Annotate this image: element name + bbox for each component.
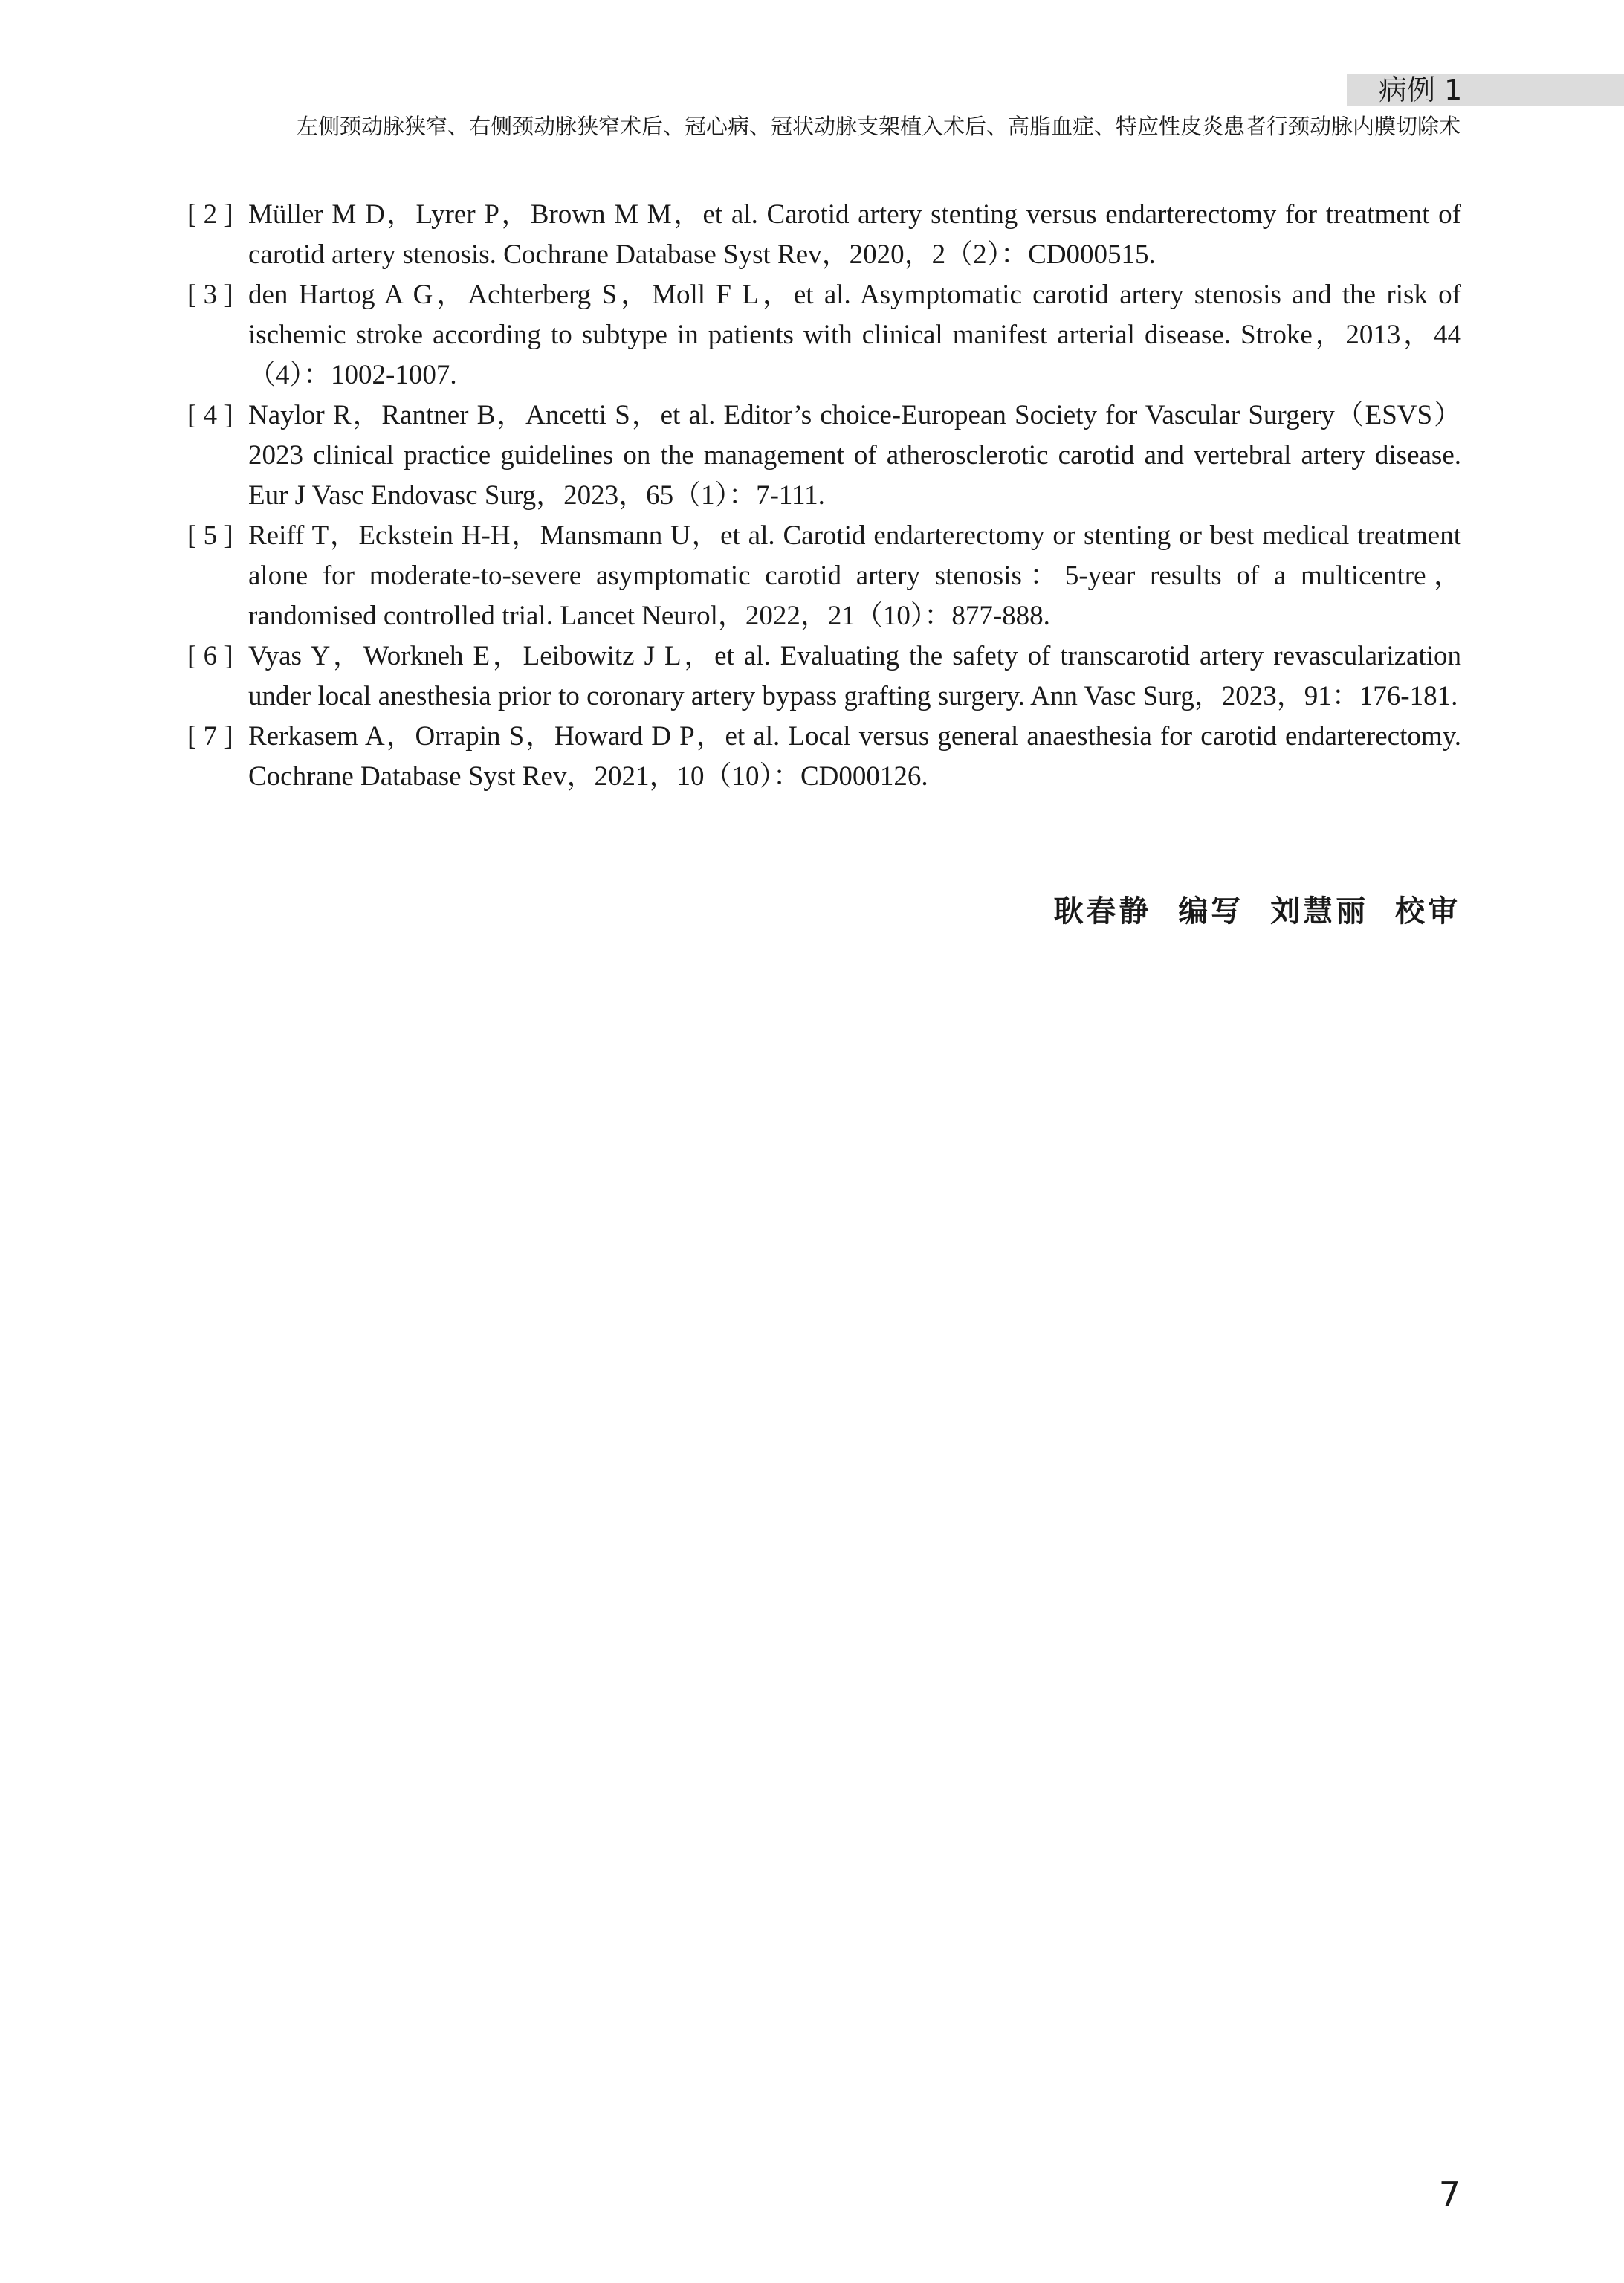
reference-item — [187, 275, 1461, 395]
reference-item — [187, 516, 1461, 636]
case-label: 病例 1 — [1379, 74, 1463, 106]
reference-item — [187, 636, 1461, 717]
reference-text: Reiff T，Eckstein H-H，Mansmann U，et al. Carotid endarterectomy or stenting or best medical treatment alone for moderate-to-severe asymptomatic carotid artery stenosis：5-year results of a multicentre，randomised controlled trial. Lancet Neurol，2022，21（10）：877-888. — [248, 520, 1461, 631]
reference-item — [187, 395, 1461, 516]
reference-number: [ 4 ] — [187, 400, 233, 430]
reference-text: Müller M D，Lyrer P，Brown M M，et al. Carotid artery stenting versus endarterectomy for treatment of carotid artery stenosis. Cochrane Database Syst Rev，2020，2（2）：CD000515. — [248, 199, 1461, 270]
reference-text: Vyas Y，Workneh E，Leibowitz J L，et al. Evaluating the safety of transcarotid artery revascularization under local anesthesia prior to coronary artery bypass grafting surgery. Ann Vasc Surg，2023，91：176-181. — [248, 641, 1461, 711]
reference-item — [187, 717, 1461, 797]
author-credits: 耿春静 编写 刘慧丽 校审 — [1053, 894, 1460, 929]
running-header-title: 左侧颈动脉狭窄、右侧颈动脉狭窄术后、冠心病、冠状动脉支架植入术后、高脂血症、特应性皮炎患者行颈动脉内膜切除术 — [296, 114, 1460, 139]
reference-number: [ 6 ] — [187, 641, 233, 671]
page-number: 7 — [1438, 2174, 1460, 2215]
reference-item — [187, 195, 1461, 275]
reference-number: [ 3 ] — [187, 280, 233, 310]
reference-text: Naylor R，Rantner B，Ancetti S，et al. Editor’s choice-European Society for Vascular Surgery（ESVS）2023 clinical practice guidelines on the management of atherosclerotic carotid and vertebral artery disease. Eur J Vasc Endovasc Surg，2023，65（1）：7-111. — [248, 400, 1461, 511]
reference-text: Rerkasem A，Orrapin S，Howard D P，et al. Local versus general anaesthesia for carotid endarterectomy. Cochrane Database Syst Rev，2021，10（10）：CD000126. — [248, 721, 1461, 792]
reference-number: [ 5 ] — [187, 520, 233, 551]
reference-number: [ 7 ] — [187, 721, 233, 752]
reference-number: [ 2 ] — [187, 199, 233, 230]
reference-text: den Hartog A G，Achterberg S，Moll F L，et al. Asymptomatic carotid artery stenosis and the risk of ischemic stroke according to subtype in patients with clinical manifest arterial disease. Stroke，2013，44（4）：1002-1007. — [248, 280, 1461, 390]
reference-list — [187, 195, 1461, 797]
